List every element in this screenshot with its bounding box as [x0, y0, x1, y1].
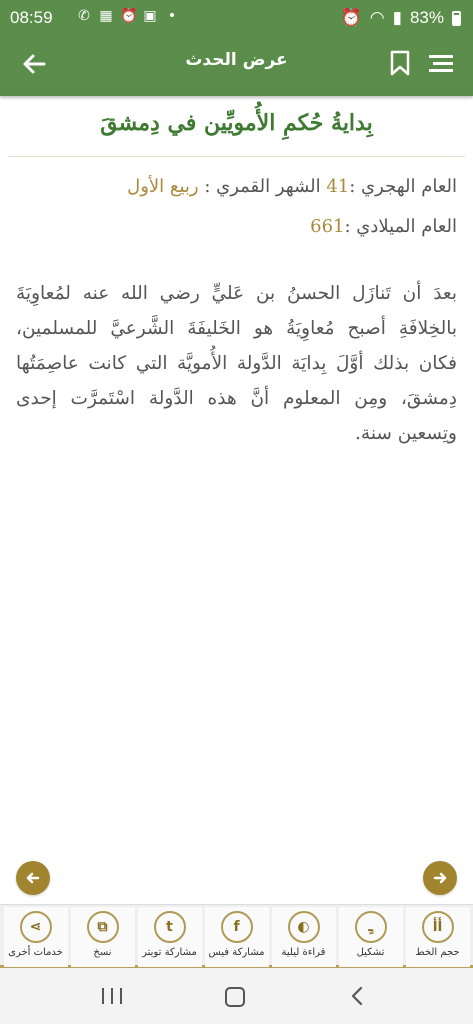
whatsapp-icon: ✆	[78, 8, 90, 24]
excel-icon: ▦	[99, 8, 113, 24]
night-mode-icon: ◐	[288, 911, 320, 943]
font-size-button[interactable]	[406, 907, 470, 967]
status-time: 08:59	[10, 8, 53, 27]
status-bar	[0, 0, 473, 36]
dot-icon: •	[167, 8, 177, 24]
share-icon: ⋖	[20, 911, 52, 943]
system-nav-bar	[0, 968, 473, 1024]
gregorian-date-row	[310, 216, 457, 237]
event-title: بِدايةُ حُكمِ الأُمويِّين في دِمشقَ	[100, 110, 373, 136]
hijri-month: ربيع الأول	[127, 176, 199, 197]
recent-apps-icon[interactable]	[102, 988, 122, 1004]
battery-icon	[452, 11, 461, 26]
tool-label: مشاركة تويتر	[142, 947, 197, 958]
hijri-year: 41	[326, 176, 350, 197]
copy-icon: ⧉	[87, 911, 119, 943]
other-services-button[interactable]	[4, 907, 68, 967]
home-icon[interactable]	[225, 987, 245, 1007]
diacritics-button[interactable]	[339, 907, 403, 967]
alarm-icon: ⏰	[120, 8, 138, 24]
event-body: بعدَ أن تَنازَل الحسنُ بن عَليٍّ رضي الله عنه لمُعاوِيَةَ بالخِلافَةِ أصبح مُعاوِيَةُ هو الخَليفَةَ الشَّرعيَّ للمسلمين، فكان بذلك أوَّلَ بِدايَة الدَّولة الأُمويَّة التي كانت عاصِمَتُها دِمشقَ، ومِن المعلوم أنَّ هذه الدَّولة اسْتَمرَّت إحدى وتِسعين سنة.	[16, 283, 457, 444]
arrow-left-icon	[24, 869, 42, 887]
twitter-share-button[interactable]	[138, 907, 202, 967]
notification-icons	[76, 8, 180, 24]
month-label: الشهر القمري :	[198, 176, 327, 197]
gregorian-year: 661	[310, 216, 345, 237]
status-right	[341, 8, 461, 28]
font-size-icon: أأ	[422, 911, 454, 943]
tool-label: مشاركة فيس	[208, 947, 265, 958]
app-bar	[0, 36, 473, 96]
image-icon: ▣	[143, 8, 157, 24]
bookmark-icon[interactable]	[389, 50, 411, 76]
menu-icon[interactable]	[427, 52, 455, 76]
night-mode-button[interactable]	[272, 907, 336, 967]
alarm-icon: ⏰	[340, 8, 362, 27]
facebook-share-button[interactable]	[205, 907, 269, 967]
tool-label: تشكيل	[356, 947, 385, 958]
arrow-right-icon	[431, 869, 449, 887]
tool-label: قراءة ليلية	[281, 947, 326, 958]
hijri-date-row	[127, 176, 457, 197]
system-back-icon[interactable]	[350, 986, 364, 1006]
wifi-icon: ◠	[369, 8, 385, 27]
tool-label: نسخ	[93, 947, 112, 958]
signal-icon: ▮	[392, 8, 402, 27]
title-divider	[8, 156, 465, 157]
tool-label: حجم الخط	[415, 947, 460, 958]
copy-button[interactable]	[71, 907, 135, 967]
gregorian-label: العام الميلادي :	[344, 216, 457, 237]
previous-event-button[interactable]	[16, 861, 50, 895]
hijri-label: العام الهجري :	[349, 176, 457, 197]
twitter-icon: t	[154, 911, 186, 943]
app-title: عرض الحدث	[185, 50, 288, 70]
tool-label: خدمات أخرى	[8, 947, 63, 958]
facebook-icon: f	[221, 911, 253, 943]
bottom-toolbar	[0, 904, 473, 968]
next-event-button[interactable]	[423, 861, 457, 895]
diacritics-icon: ـٍ	[355, 911, 387, 943]
battery-percent: 83%	[409, 8, 444, 27]
